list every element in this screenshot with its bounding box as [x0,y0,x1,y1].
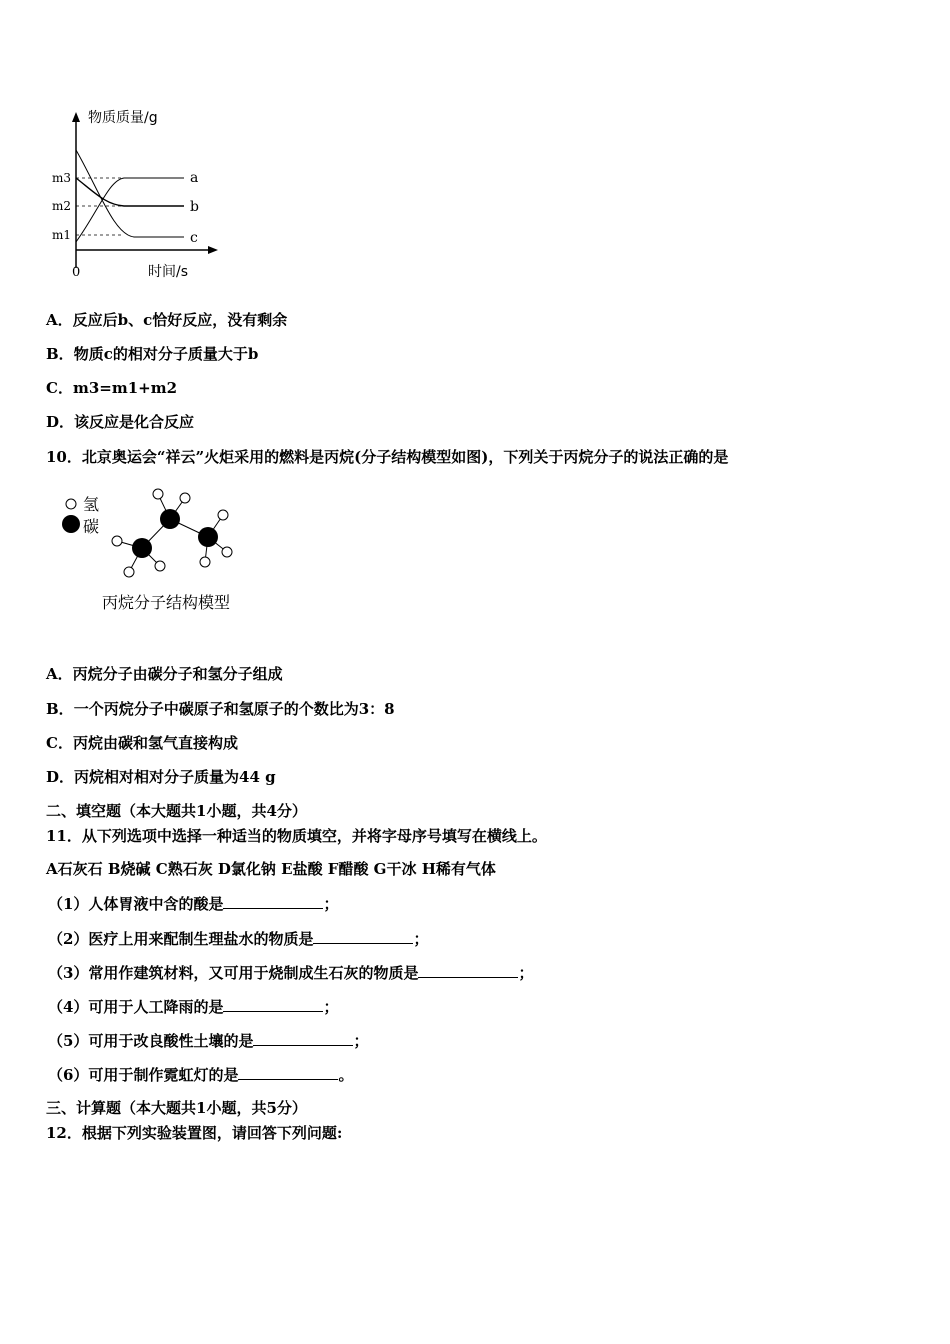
y-axis-label: 物质质量/g [88,110,158,126]
section3-heading: 三、计算题（本大题共1小题，共5分） [46,1099,307,1117]
q9-option-b: B．物质c的相对分子质量大于b [46,345,259,363]
answer-blank[interactable] [253,1030,353,1046]
answer-blank[interactable] [313,928,413,944]
hydrogen-atom [218,510,228,520]
q10-stem: 10．北京奥运会“祥云”火炬采用的燃料是丙烷(分子结构模型如图)，下列关于丙烷分子的说法正确的是 [46,448,729,466]
carbon-atom [132,538,152,558]
q11-item-6: （6）可用于制作霓虹灯的是 。 [48,1066,354,1084]
curve-b [76,178,184,206]
hydrogen-atom [112,536,122,546]
q10-option-a: A．丙烷分子由碳分子和氢分子组成 [46,665,283,683]
q10-option-d: D．丙烷相对相对分子质量为44 g [46,768,276,786]
model-caption: 丙烷分子结构模型 [102,593,231,612]
q9-option-c: C．m3=m1+m2 [46,379,178,397]
hydrogen-atom [180,493,190,503]
answer-blank[interactable] [223,996,323,1012]
carbon-atom [198,527,218,547]
section2-heading: 二、填空题（本大题共1小题，共4分） [46,802,307,820]
hydrogen-atom [222,547,232,557]
x-axis-arrow [208,246,218,254]
q11-item-3: （3）常用作建筑材料，又可用于烧制成生石灰的物质是 ； [48,964,534,982]
hydrogen-atom [200,557,210,567]
curve-a [76,178,184,242]
carbon-atom [160,509,180,529]
q11-item-5: （5）可用于改良酸性土壤的是 ； [48,1032,369,1050]
y-axis-arrow [72,112,80,122]
q9-option-d: D．该反应是化合反应 [46,413,195,431]
hydrogen-atom [153,489,163,499]
q11-item-2: （2）医疗上用来配制生理盐水的物质是 ； [48,930,429,948]
tick-m2: m2 [52,199,72,213]
curve-label-b: b [190,199,199,215]
tick-m3: m3 [52,171,72,185]
q11-item-4: （4）可用于人工降雨的是 ； [48,998,339,1016]
tick-m1: m1 [52,228,72,242]
curve-label-c: c [190,230,198,246]
propane-model [55,482,265,617]
q9-option-a: A．反应后b、c恰好反应，没有剩余 [46,311,288,329]
legend-hydrogen: 氢 [83,495,100,514]
legend-carbon: 碳 [83,517,100,536]
curve-label-a: a [190,170,199,186]
q12-stem: 12．根据下列实验装置图，请回答下列问题: [46,1124,343,1142]
q11-stem: 11．从下列选项中选择一种适当的物质填空，并将字母序号填写在横线上。 [46,827,547,845]
mass-time-graph [44,100,234,285]
q10-option-c: C．丙烷由碳和氢气直接构成 [46,734,238,752]
answer-blank[interactable] [238,1064,338,1080]
origin-label: 0 [72,265,81,280]
curve-c [76,150,184,237]
q11-choices: A石灰石 B烧碱 C熟石灰 D氯化钠 E盐酸 F醋酸 G干冰 H稀有气体 [46,860,496,878]
answer-blank[interactable] [418,962,518,978]
hydrogen-atom [124,567,134,577]
answer-blank[interactable] [223,893,323,909]
x-axis-label: 时间/s [148,264,189,280]
q11-item-1: （1）人体胃液中含的酸是 ； [48,895,339,913]
hydrogen-atom [155,561,165,571]
q10-option-b: B．一个丙烷分子中碳原子和氢原子的个数比为3：8 [46,700,395,718]
